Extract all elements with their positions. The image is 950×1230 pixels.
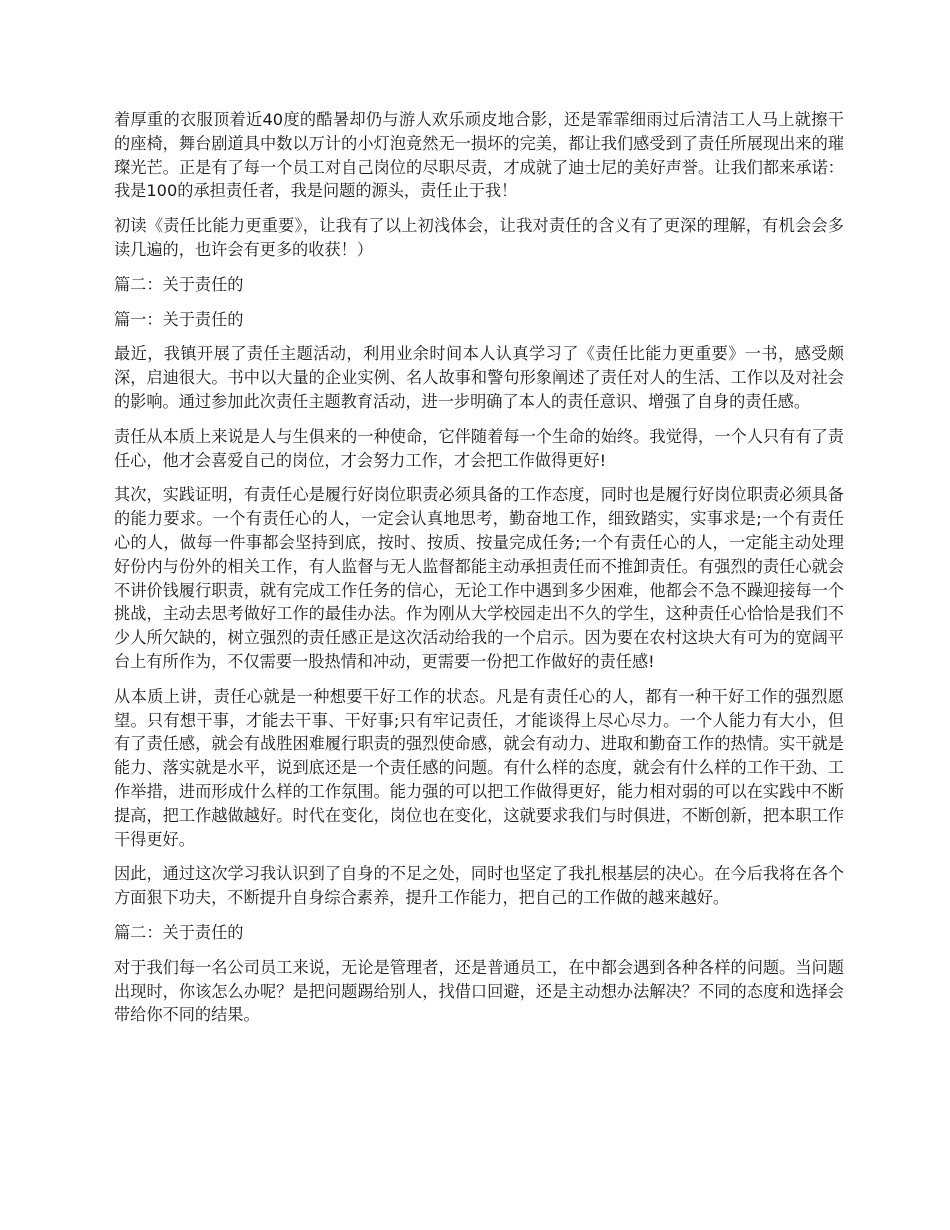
section-heading-part-two-repeat: 篇二：关于责任的 <box>114 922 244 942</box>
document-body <box>114 108 844 1038</box>
section-heading-part-one: 篇一：关于责任的 <box>114 309 244 329</box>
paragraph-conclusion: 因此，通过这次学习我认识到了自身的不足之处，同时也坚定了我扎根基层的决心。在今后我将在各个方面狠下功夫，不断提升自身综合素养，提升工作能力，把自己的工作做的越来越好。 <box>114 864 844 908</box>
paragraph-essence-of-responsibility: 从本质上讲，责任心就是一种想要干好工作的状态。凡是有责任心的人，都有一种干好工作的强烈愿望。只有想干事，才能去干事、干好事;只有牢记责任，才能谈得上尽心尽力。一个人能力有大小，但有了责任感，就会有战胜困难履行职责的强烈使命感，就会有动力、进取和勤奋工作的热情。实干就是能力、落实就是水平，说到底还是一个责任感的问题。有什么样的态度，就会有什么样的工作干劲、工作举措，进而形成什么样的工作氛围。能力强的可以把工作做得更好，能力相对弱的可以在实践中不断提高，把工作越做越好。时代在变化，岗位也在变化，这就要求我们与时俱进，不断创新，把本职工作干得更好。 <box>114 686 844 849</box>
paragraph-first-reading: 初读《责任比能力更重要》，让我有了以上初浅体会，让我对责任的含义有了更深的理解，有机会会多读几遍的，也许会有更多的收获！） <box>114 216 844 259</box>
paragraph-company-employees: 对于我们每一名公司员工来说，无论是管理者，还是普通员工，在中都会遇到各种各样的问题。当问题出现时，你该怎么办呢？是把问题踢给别人，找借口回避，还是主动想办法解决？不同的态度和选择会带给你不同的结果。 <box>114 957 844 1025</box>
paragraph-recent-activity: 最近，我镇开展了责任主题活动，利用业余时间本人认真学习了《责任比能力更重要》一书，感受颇深，启迪很大。书中以大量的企业实例、名人故事和警句形象阐述了责任对人的生活、工作以及对社会的影响。通过参加此次责任主题教育活动，进一步明确了本人的责任意识、增强了自身的责任感。 <box>114 344 844 411</box>
paragraph-practice-proves: 其次，实践证明，有责任心是履行好岗位职责必须具备的工作态度，同时也是履行好岗位职责必须具备的能力要求。一个有责任心的人，一定会认真地思考，勤奋地工作，细致踏实，实事求是;一个有责任心的人，做每一件事都会坚持到底，按时、按质、按量完成任务;一个有责任心的人，一定能主动处理好份内与份外的相关工作，有人监督与无人监督都能主动承担责任而不推卸责任。有强烈的责任心就会不讲价钱履行职责，就有完成工作任务的信心，无论工作中遇到多少困难，他都会不急不躁迎接每一个挑战，主动去思考做好工作的最佳办法。作为刚从大学校园走出不久的学生，这种责任心恰恰是我们不少人所欠缺的，树立强烈的责任感正是这次活动给我的一个启示。因为要在农村这块大有可为的宽阔平台上有所作为，不仅需要一股热情和冲动，更需要一份把工作做好的责任感! <box>114 485 844 671</box>
section-heading-part-two: 篇二：关于责任的 <box>114 274 244 294</box>
paragraph-disney-responsibility: 着厚重的衣服顶着近40度的酷暑却仍与游人欢乐顽皮地合影，还是霏霏细雨过后清洁工人马上就擦干的座椅，舞台剧道具中数以万计的小灯泡竟然无一损坏的完美，都让我们感受到了责任所展现出来的璀璨光芒。正是有了每一个员工对自己岗位的尽职尽责，才成就了迪士尼的美好声誉。让我们都来承诺：我是100的承担责任者，我是问题的源头，责任止于我！ <box>114 110 844 201</box>
paragraph-responsibility-mission: 责任从本质上来说是人与生俱来的一种使命，它伴随着每一个生命的始终。我觉得，一个人只有有了责任心，他才会喜爱自己的岗位，才会努力工作，才会把工作做得更好! <box>114 426 844 470</box>
